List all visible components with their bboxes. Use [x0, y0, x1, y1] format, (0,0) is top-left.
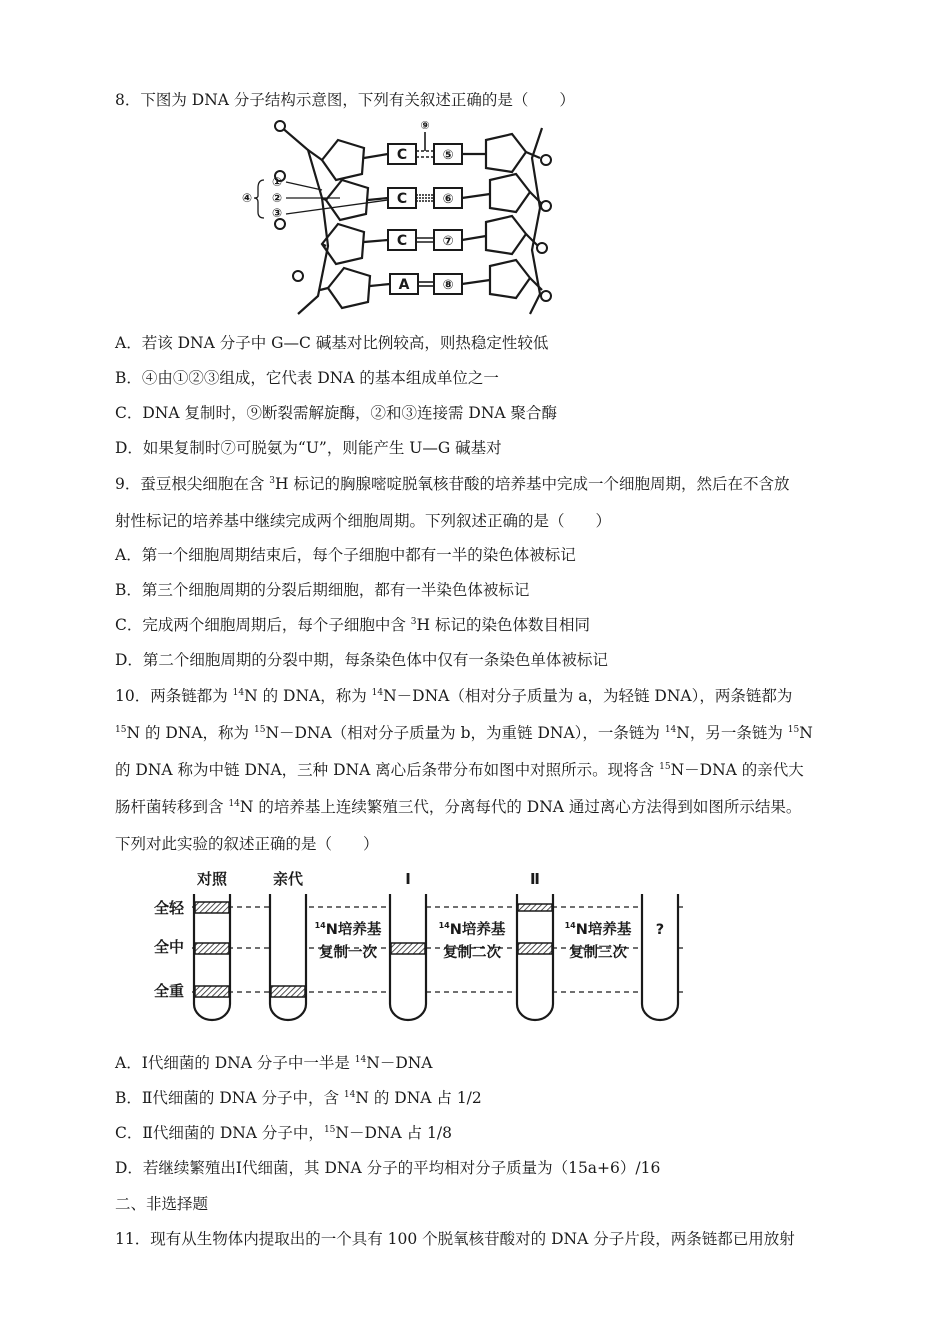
band-control-light	[195, 902, 229, 913]
q10-option-c: C．Ⅱ代细菌的 DNA 分子中，$^{15}$N－DNA 占 1/8	[115, 1124, 452, 1142]
band-control-mid	[195, 943, 229, 954]
sugar-left-4	[328, 268, 370, 308]
col-gen-2: Ⅱ	[530, 870, 540, 888]
tube-parent	[270, 894, 306, 1020]
base-num-6: ⑥	[442, 192, 454, 207]
phosphate-right-3	[537, 243, 547, 253]
tube-gen-2	[517, 894, 553, 1020]
step-3-line2: 复制三次	[569, 945, 627, 961]
col-gen-1: Ⅰ	[405, 870, 411, 888]
centrifuge-diagram	[148, 862, 708, 1032]
q8-stem: 8．下图为 DNA 分子结构示意图，下列有关叙述正确的是（ ）	[115, 91, 575, 109]
q8-option-b: B．④由①②③组成，它代表 DNA 的基本组成单位之一	[115, 369, 499, 387]
base-letter-3: C	[396, 233, 408, 249]
base-num-5: ⑤	[442, 148, 454, 163]
band-control-heavy	[195, 986, 229, 997]
q8-option-c: C．DNA 复制时，⑨断裂需解旋酶，②和③连接需 DNA 聚合酶	[115, 404, 558, 422]
q9-option-b: B．第三个细胞周期的分裂后期细胞，都有一半染色体被标记	[115, 581, 530, 599]
q10-stem-line5: 下列对此实验的叙述正确的是（ ）	[115, 835, 379, 853]
dna-structure-diagram	[240, 118, 570, 318]
phosphate-right-4	[541, 291, 551, 301]
label-4: ④	[242, 191, 253, 205]
sugar-right-1	[486, 134, 526, 172]
sugar-right-4	[490, 260, 530, 298]
base-letter-2: C	[396, 191, 408, 207]
band-parent-heavy	[271, 986, 305, 997]
q9-stem-line2: 射性标记的培养基中继续完成两个细胞周期。下列叙述正确的是（ ）	[115, 512, 612, 530]
sugar-left-1	[322, 140, 364, 180]
tube-gen-1	[390, 894, 426, 1020]
base-letter-4: A	[398, 277, 410, 293]
label-3: ③	[272, 206, 283, 220]
row-light: 全轻	[154, 899, 185, 917]
step-3-line1: $^{14}$N培养基	[564, 921, 632, 938]
sugar-left-2	[326, 180, 368, 220]
base-num-8: ⑧	[442, 278, 454, 293]
q8-option-a: A．若该 DNA 分子中 G—C 碱基对比例较高，则热稳定性较低	[115, 334, 549, 352]
base-num-7: ⑦	[442, 234, 454, 249]
q10-option-d: D．若继续繁殖出Ⅰ代细菌，其 DNA 分子的平均相对分子质量为（15a+6）/16	[115, 1159, 661, 1177]
row-mid: 全中	[154, 938, 185, 956]
q11-stem-line1: 11．现有从生物体内提取出的一个具有 100 个脱氧核苷酸对的 DNA 分子片段，两条链都已用放射	[115, 1230, 795, 1248]
phosphate-left-3	[275, 219, 285, 229]
section-heading: 二、非选择题	[115, 1195, 209, 1213]
base-letter-1: C	[396, 147, 408, 163]
step-2-line1: $^{14}$N培养基	[438, 921, 506, 938]
q10-stem-line1: 10．两条链都为 $^{14}$N 的 DNA，称为 $^{14}$N－DNA（相对分子质量为 a，为轻链 DNA），两条链都为	[115, 687, 793, 705]
q10-stem-line3: 的 DNA 称为中链 DNA，三种 DNA 离心后条带分布如图中对照所示。现将含 $^{15}$N－DNA 的亲代大	[115, 761, 804, 779]
band-gen2-light	[518, 904, 552, 911]
step-1-line1: $^{14}$N培养基	[314, 921, 382, 938]
tube-gen-3	[642, 894, 678, 1020]
q10-option-a: A．Ⅰ代细菌的 DNA 分子中一半是 $^{14}$N－DNA	[115, 1054, 433, 1072]
row-heavy: 全重	[154, 982, 185, 1000]
col-parent: 亲代	[272, 870, 304, 888]
phosphate-left-4	[293, 271, 303, 281]
unknown-mark: ?	[655, 922, 665, 938]
band-gen1-mid	[391, 943, 425, 954]
phosphate-left-1	[275, 121, 285, 131]
q9-option-a: A．第一个细胞周期结束后，每个子细胞中都有一半的染色体被标记	[115, 546, 576, 564]
q8-option-d: D．如果复制时⑦可脱氨为“U”，则能产生 U—G 碱基对	[115, 439, 502, 457]
q10-option-b: B．Ⅱ代细菌的 DNA 分子中，含 $^{14}$N 的 DNA 占 1/2	[115, 1089, 482, 1107]
q10-stem-line4: 肠杆菌转移到含 $^{14}$N 的培养基上连续繁殖三代，分离每代的 DNA 通过离心方法得到如图所示结果。	[115, 798, 802, 816]
label-9: ⑨	[420, 119, 430, 132]
step-1-line2: 复制一次	[319, 945, 377, 961]
col-control: 对照	[196, 870, 228, 888]
q9-stem-line1: 9．蚕豆根尖细胞在含 $^3$H 标记的胸腺嘧啶脱氧核苷酸的培养基中完成一个细胞周期，然后在不含放	[115, 475, 790, 493]
q9-option-d: D．第二个细胞周期的分裂中期，每条染色体中仅有一条染色单体被标记	[115, 651, 608, 669]
phosphate-right-1	[541, 155, 551, 165]
q10-stem-line2: $^{15}$N 的 DNA，称为 $^{15}$N－DNA（相对分子质量为 b，为重链 DNA），一条链为 $^{14}$N，另一条链为 $^{15}$N	[115, 724, 813, 742]
q9-option-c: C．完成两个细胞周期后，每个子细胞中含 $^3$H 标记的染色体数目相同	[115, 616, 590, 634]
label-2: ②	[272, 191, 283, 205]
sugar-right-2	[490, 174, 530, 212]
band-gen2-mid	[518, 943, 552, 954]
label-1: ①	[272, 175, 283, 189]
phosphate-right-2	[541, 201, 551, 211]
step-2-line2: 复制二次	[443, 945, 501, 961]
sugar-right-3	[486, 216, 526, 254]
